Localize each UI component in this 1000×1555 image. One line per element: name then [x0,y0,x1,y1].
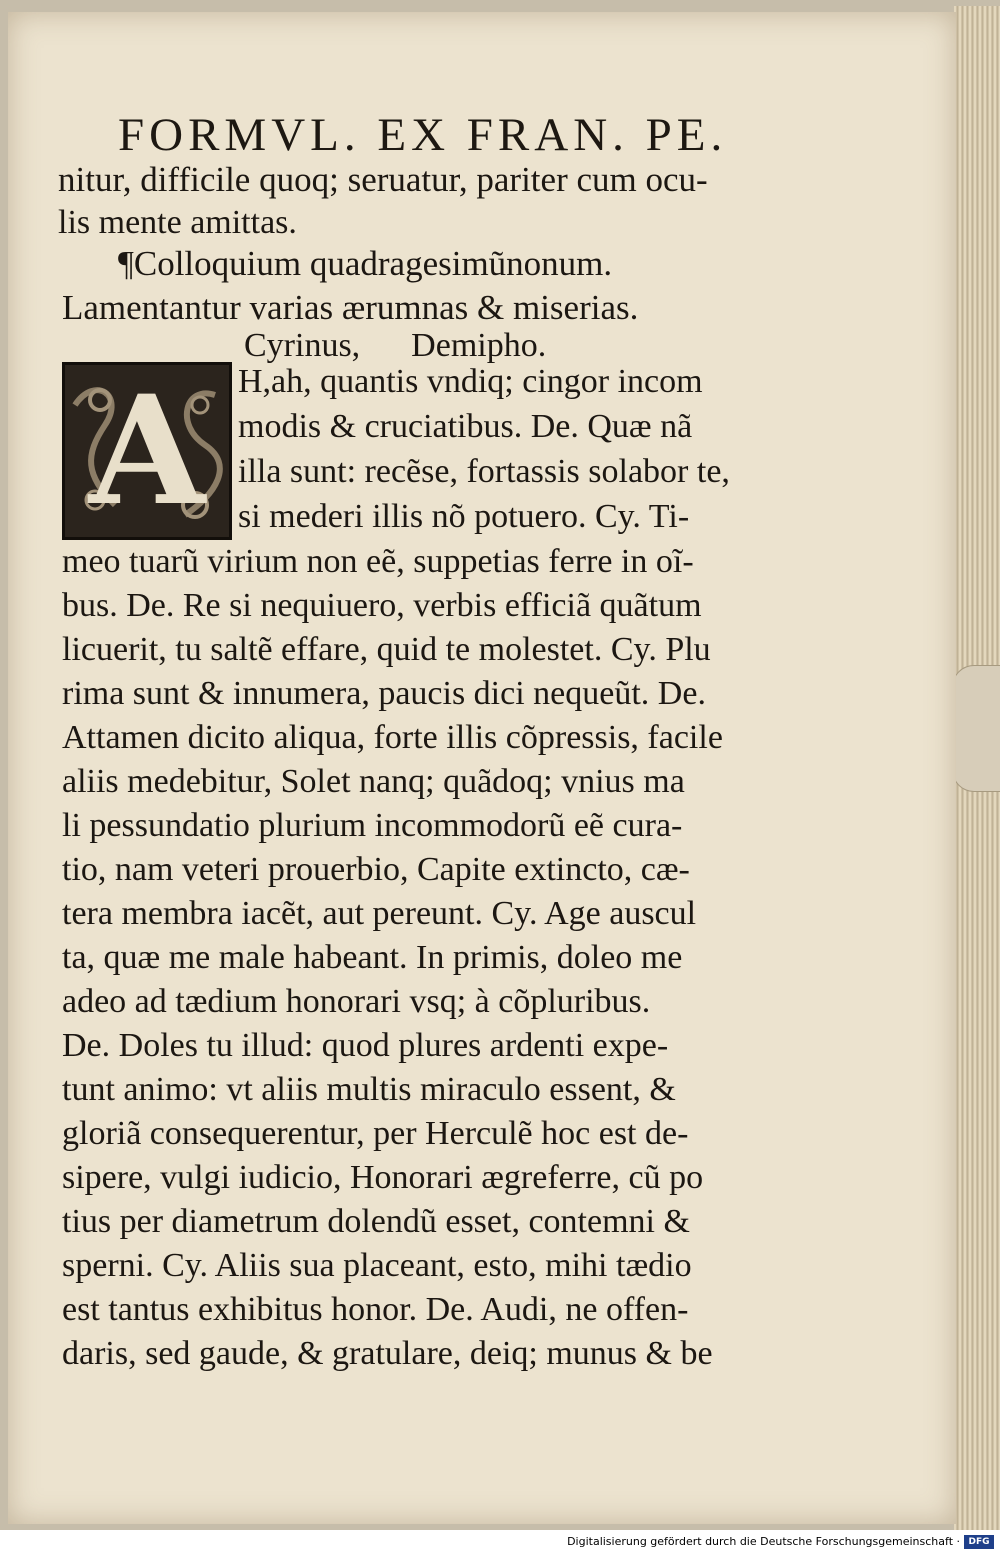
text-line: meo tuarũ virium non eẽ, suppetias ferre in oĩ- [62,543,694,580]
colloquium-subtitle: Lamentantur varias ærumnas & miserias. [62,288,639,327]
text-line: licuerit, tu saltẽ effare, quid te molestet. Cy. Plu [62,631,711,668]
text-line: aliis medebitur, Solet nanq; quãdoq; vnius ma [62,763,685,800]
text-line: nitur, difficile quoq; seruatur, pariter cum ocu- [58,160,708,199]
text-line: De. Doles tu illud: quod plures ardenti expe- [62,1027,669,1064]
decorated-initial [62,362,232,540]
text-line: lis mente amittas. [58,204,297,241]
text-line: tio, nam veteri prouerbio, Capite extincto, cæ- [62,851,690,888]
text-line: ta, quæ me male habeant. In primis, doleo me [62,939,683,976]
text-line: gloriã consequerentur, per Herculẽ hoc est de- [62,1115,689,1152]
text-line: sperni. Cy. Aliis sua placeant, esto, mihi tædio [62,1247,692,1284]
text-line: adeo ad tædium honorari vsq; à cõpluribus. [62,983,651,1020]
text-line: sipere, vulgi iudicio, Honorari ægreferre, cũ po [62,1159,704,1196]
text-line: li pessundatio plurium incommodorũ eẽ cura- [62,807,683,844]
footer-bar [0,1530,1000,1555]
running-head: FORMVL. EX FRAN. PE. [118,109,728,161]
text-line: bus. De. Re si nequiuero, verbis efficiã quãtum [62,587,702,624]
initial-letter: A [88,363,206,539]
text-line: tera membra iacẽt, aut pereunt. Cy. Age auscul [62,895,697,932]
colloquium-title: ¶Colloquium quadragesimũnonum. [118,244,613,283]
text-line: est tantus exhibitus honor. De. Audi, ne offen- [62,1291,689,1328]
funding-credit: Digitalisierung gefördert durch die Deutsche Forschungsgemeinschaft · [567,1535,960,1548]
text-line: rima sunt & innumera, paucis dici nequeũt. De. [62,675,706,712]
text-line: daris, sed gaude, & gratulare, deiq; munus & be [62,1335,713,1372]
book-clasp [952,665,1000,792]
speakers-line: Cyrinus, Demipho. [244,327,547,364]
dfg-logo: DFG [964,1535,994,1549]
text-line: tius per diametrum dolendũ esset, contemni & [62,1203,690,1240]
text-line: illa sunt: recẽse, fortassis solabor te, [238,453,730,490]
text-line: modis & cruciatibus. De. Quæ nã [238,408,693,445]
text-line: H,ah, quantis vndiq; cingor incom [238,363,703,400]
text-line: Attamen dicito aliqua, forte illis cõpressis, facile [62,719,723,756]
text-line: tunt animo: vt aliis multis miraculo essent, & [62,1071,676,1108]
text-line: si mederi illis nõ potuero. Cy. Ti- [238,498,690,535]
